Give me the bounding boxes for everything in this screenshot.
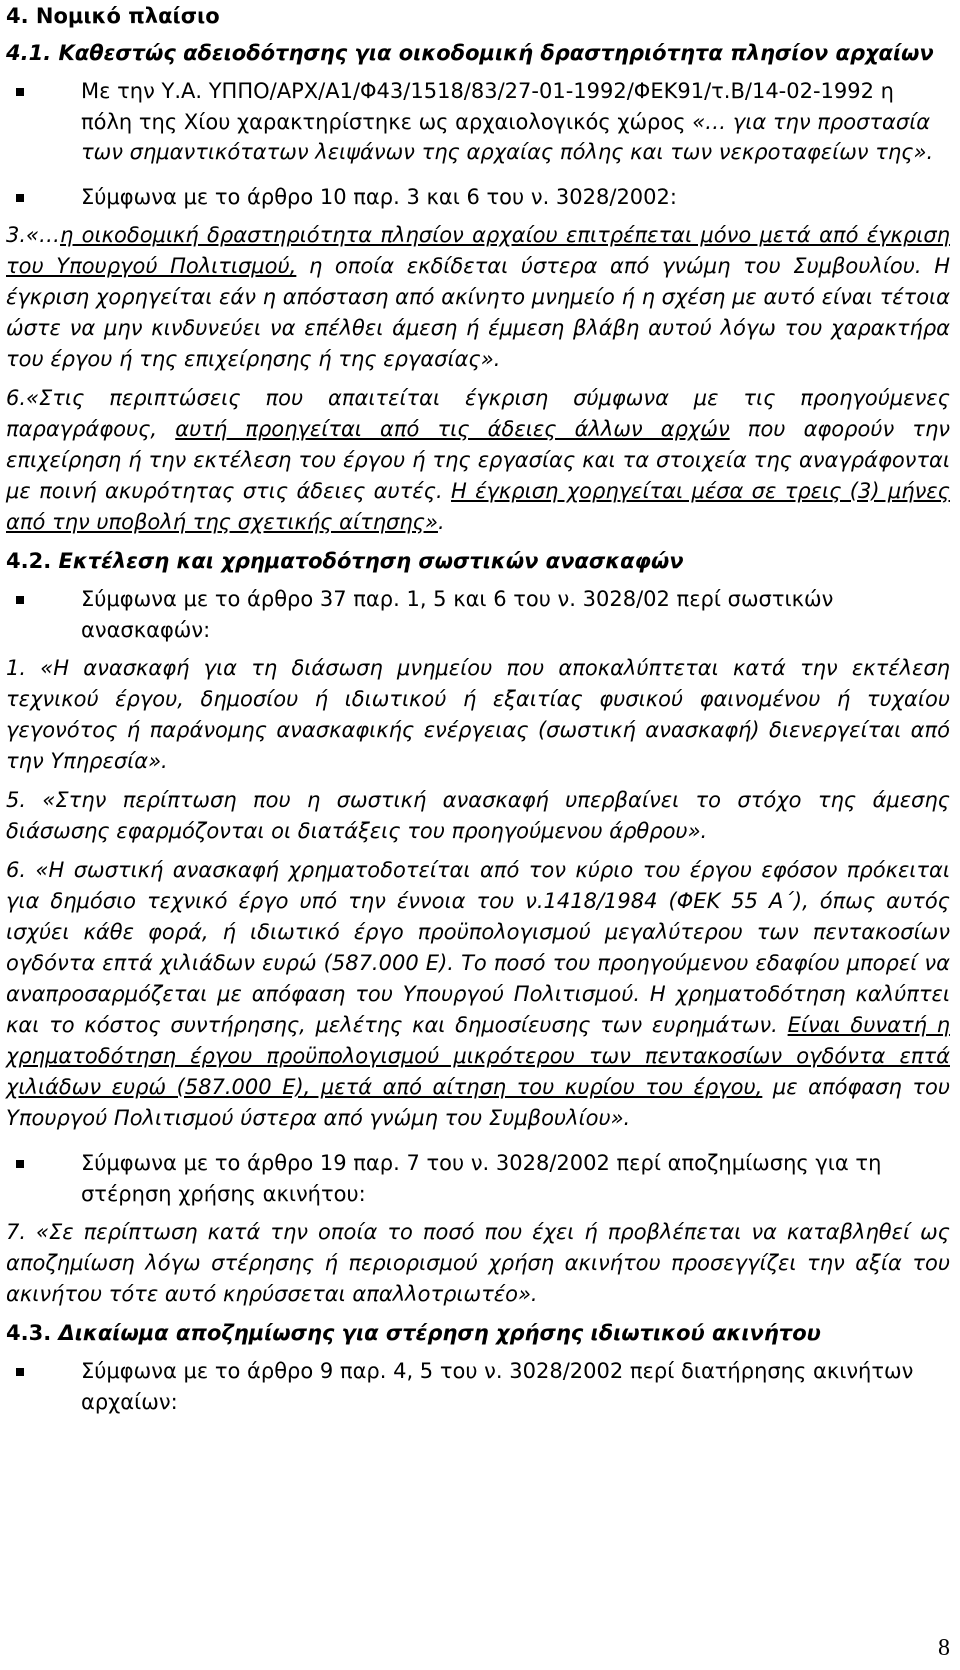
bullet-text: Σύμφωνα με το άρθρο 10 παρ. 3 και 6 του ν. 3028/2002:: [81, 184, 677, 209]
section-title-text: Δικαίωμα αποζημίωσης για στέρηση χρήσης ιδιωτικού ακινήτου: [58, 1321, 821, 1345]
bullet-text: Σύμφωνα με το άρθρο 9 παρ. 4, 5 του ν. 3028/2002 περί διατήρησης ακινήτων αρχαίων:: [81, 1359, 914, 1414]
section-4-1-title: 4.1. Καθεστώς αδειοδότησης για οικοδομική δραστηριότητα πλησίον αρχαίων: [6, 41, 934, 65]
bullet-text: Σύμφωνα με το άρθρο 19 παρ. 7 του ν. 3028/2002 περί αποζημίωσης για τη στέρηση χρήσης ακινήτου:: [81, 1151, 882, 1206]
section-4-3-title: [6, 1318, 950, 1348]
quote-paragraph-7: 7. «Σε περίπτωση κατά την οποία το ποσό που έχει ή προβλέπεται να καταβληθεί ως αποζημίωση λόγω στέρησης ή περιορισμού χρήση ακινήτου προσεγγίζει την αξία του ακινήτου τότε αυτό κηρύσσεται απαλλοτριωτέο».: [6, 1220, 950, 1306]
quote-text: 6.«Στις περιπτώσεις που απαιτείται έγκριση σύμφωνα με τις προηγούμενες παραγράφους,: [6, 386, 950, 441]
bullet-item-article-37: [6, 584, 950, 645]
bullet-square-icon: [16, 194, 24, 202]
bullet-text: Σύμφωνα με το άρθρο 37 παρ. 1, 5 και 6 του ν. 3028/02 περί σωστικών ανασκαφών:: [81, 587, 834, 642]
quote-underlined: Η έγκριση χορηγείται μέσα σε τρεις (3) μήνες από την υποβολή της σχετικής αίτησης»: [6, 479, 950, 534]
bullet-item-article-10: [6, 182, 950, 213]
bullet-square-icon: [16, 88, 24, 96]
bullet-text: Με την Υ.Α. ΥΠΠΟ/ΑΡΧ/Α1/Φ43/1518/83/27-01-1992/ΦΕΚ91/τ.Β/14-02-1992 η πόλη της Χίου χαρακτηρίστηκε ως αρχαιολογικός χώρος: [81, 79, 894, 134]
quote-text: 6. «Η σωστική ανασκαφή χρηματοδοτείται από τον κύριο του έργου εφόσον πρόκειται για δημόσιο τεχνικό έργο υπό την έννοια του ν.1418/1984 (ΦΕΚ 55 Α΄), όπως αυτός ισχύει κάθε φορά, ή ιδιωτικό έργο προϋπολογισμού μεγαλύτερου των πεντακοσίων ογδόντα επτά χιλιάδων ευρώ (587.000 Ε). Το ποσό του προηγούμενου εδαφίου μπορεί να αναπροσαρμόζεται με απόφαση του Υπουργού Πολιτισμού. Η χρηματοδότηση καλύπτει και το κόστος συντήρησης, μελέτης και δημοσίευσης των ευρημάτων.: [6, 858, 950, 1037]
quote-paragraph-6: [6, 383, 950, 538]
document-page: [6, 0, 950, 1417]
quote-underlined: η οικοδομική δραστηριότητα πλησίον αρχαίου επιτρέπεται μόνο μετά από έγκριση του Υπουργού Πολιτισμού,: [6, 223, 950, 278]
quote-paragraph-3: [6, 220, 950, 375]
bullet-square-icon: [16, 596, 24, 604]
quote-rest: η οποία εκδίδεται ύστερα από γνώμη του Συμβουλίου. Η έγκριση χορηγείται εάν η απόσταση από ακίνητο μνημείο ή η σχέση με αυτό είναι τέτοια ώστε να μην κινδυνεύει να επέλθει άμεση ή έμμεση βλάβη αυτού λόγω του χαρακτήρα του έργου ή της επιχείρησης ή της εργασίας».: [6, 254, 950, 371]
main-heading: 4. Νομικό πλαίσιο: [6, 4, 220, 28]
section-number: 4.3.: [6, 1321, 59, 1345]
bullet-item-ya-decision: [6, 76, 950, 168]
quote-paragraph-1: 1. «Η ανασκαφή για τη διάσωση μνημείου που αποκαλύπτεται κατά την εκτέλεση τεχνικού έργου, δημοσίου ή ιδιωτικού ή εξαιτίας φυσικού φαινομένου ή τυχαίου γεγονότος ή παράνομης ανασκαφικής ενέργειας (σωστική ανασκαφή) διενεργείται από την Υπηρεσία».: [6, 656, 950, 773]
quote-underlined: αυτή προηγείται από τις άδειες άλλων αρχών: [175, 417, 730, 441]
section-title-text: Εκτέλεση και χρηματοδότηση σωστικών ανασκαφών: [58, 549, 684, 573]
section-4-2-title: [6, 546, 950, 576]
bullet-item-article-9: [6, 1356, 950, 1417]
quote-text: που αφορούν την επιχείρηση ή την εκτέλεση του έργου ή της εργασίας και τα στοιχεία της αναγράφονται με ποινή ακυρότητας στις άδειες αυτές.: [6, 417, 950, 503]
bullet-item-article-19: [6, 1148, 950, 1209]
bullet-text-italic: «… για την προστασία των σημαντικότατων λειψάνων της αρχαίας πόλης και των νεκροταφείων της».: [81, 109, 934, 164]
quote-paragraph-5: 5. «Στην περίπτωση που η σωστική ανασκαφή υπερβαίνει το στόχο της άμεσης διάσωσης εφαρμόζονται οι διατάξεις του προηγούμενου άρθρου».: [6, 788, 950, 843]
bullet-square-icon: [16, 1160, 24, 1168]
page-number: 8: [938, 1635, 950, 1661]
quote-prefix: 3.«…: [6, 223, 60, 247]
quote-text: .: [437, 510, 445, 534]
bullet-square-icon: [16, 1368, 24, 1376]
section-number: 4.2.: [6, 549, 59, 573]
quote-text: με απόφαση του Υπουργού Πολιτισμού ύστερα από γνώμη του Συμβουλίου».: [6, 1075, 951, 1130]
quote-paragraph-6b: [6, 855, 950, 1134]
quote-underlined: Είναι δυνατή η χρηματοδότηση έργου προϋπολογισμού μικρότερου των πεντακοσίων ογδόντα επτά χιλιάδων ευρώ (587.000 Ε), μετά από αίτηση του κυρίου του έργου,: [6, 1013, 950, 1099]
